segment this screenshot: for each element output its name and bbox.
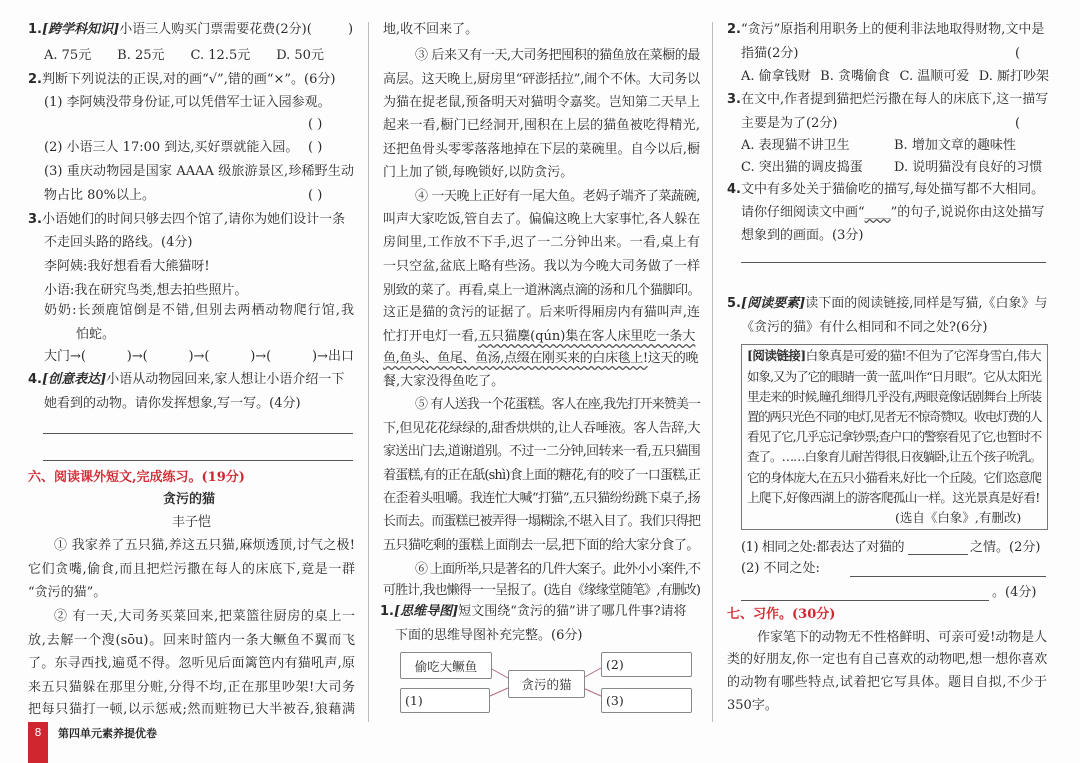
- mindmap-node-blank: [601, 688, 692, 713]
- question-number: 3.: [28, 212, 42, 227]
- option-c: C. 12.5元: [190, 48, 251, 63]
- question-tag: [阅读要素]: [740, 296, 806, 311]
- link-line: 上爬下,好像西湖上的游客爬孤山一样。这光景真是好看!: [747, 490, 1040, 505]
- question-text: 文中有多处关于猫偷吃的描写,每处描写都不大相同。: [740, 182, 1045, 197]
- article-line: 在歪着头咀嚼。我连忙大喊“打猫”,五只猫纷纷跳下桌子,扬: [383, 491, 700, 506]
- sub-question-1: (1) 相同之处:都表达了对猫的: [741, 540, 905, 555]
- link-line: 它的身体庞大,在五只小猫看来,好比一个丘陵。它们恣意爬: [747, 470, 1041, 485]
- route-part: )→(: [188, 349, 210, 364]
- essay-prompt-line: 类的好朋友,你一定也有自己喜欢的动物吧,想一想你喜欢: [727, 652, 1048, 667]
- mindmap-node: [400, 652, 492, 679]
- question-number: 2.: [28, 72, 42, 87]
- text: 忙打开电灯一看,: [383, 329, 479, 344]
- article-line: ③ 后来又有一天,大司务把囤积的猫鱼放在菜橱的最: [415, 48, 700, 63]
- section-7-heading: 七、习作。(30分): [727, 607, 836, 622]
- question-text: [741, 203, 1049, 223]
- question-text: 小语从动物园回来,家人想让小语介绍一下: [106, 372, 345, 387]
- answer-paren: ( ): [308, 140, 323, 155]
- question-tag: [思维导图]: [393, 604, 459, 619]
- question-tag: [跨学科知识]: [41, 22, 120, 37]
- option-a: A. 75元: [44, 48, 92, 63]
- wavy-underlined-sentence: 五只猫麇(qún)集在客人床里吃一条大: [478, 329, 696, 344]
- answer-paren: ): [348, 22, 354, 37]
- question-2: [727, 20, 1049, 40]
- article-line: 下,但见花花绿绿的,甜香烘烘的,让人吞唾液。客人告辞,大: [383, 421, 700, 436]
- answer-paren: ( ): [308, 117, 323, 132]
- article-line: 这正是猫的贪污的证据了。后来听得厢房内有猫叫声,连: [383, 305, 700, 320]
- link-line: 如象,又为了它的眼睛一黄一蓝,叫作“日月眼”。它从太阳光: [747, 369, 1041, 384]
- article-author: 丰子恺: [172, 515, 212, 530]
- article-line: 放,去解一个溲(sōu)。回来时篮内一条大鳜鱼不翼而飞: [28, 633, 355, 648]
- link-line: 置的两只光色不同的电灯,见者无不惊奇赞叹。收电灯费的人: [747, 409, 1041, 424]
- wavy-underlined-sentence: 鱼,鱼头、鱼尾、鱼汤,点缀在刚买来的白床毯上!: [383, 351, 648, 366]
- answer-paren: ( ): [308, 188, 323, 203]
- dialog-line: 怕蛇。: [76, 327, 116, 342]
- question-text: 主要是为了(2分): [741, 116, 838, 131]
- sub-question-2-end: 。(4分): [992, 585, 1037, 600]
- question-tag: [创意表达]: [41, 372, 107, 387]
- question-number: 5.: [727, 296, 741, 311]
- article-line: 叫声大家吃饭,管自去了。偏偏这晚上大家事忙,各人躲在: [383, 212, 700, 227]
- question-text: 她看到的动物。请你发挥想象,写一写。(4分): [44, 396, 301, 411]
- question-4: [727, 180, 1049, 200]
- question-3: [727, 90, 1049, 110]
- question-number: 4.: [28, 372, 42, 387]
- question-text: 想象到的画面。(3分): [741, 228, 864, 243]
- route-part: )→(: [126, 349, 148, 364]
- article-line: 餐,大家没得鱼吃了。: [383, 374, 505, 389]
- article-line: “贪污的猫”。: [28, 585, 107, 600]
- node-label: (1): [405, 693, 423, 708]
- text: 请你仔细阅读文中画“: [741, 205, 865, 220]
- question-text: 在文中,作者提到猫把烂污撒在每人的床底下,这一描写: [740, 92, 1049, 107]
- question-text: 判断下列说法的正误,对的画“√”,错的画“×”。(6分): [41, 72, 336, 87]
- answer-line: [741, 262, 1046, 263]
- option-c: C. 温顺可爱: [899, 69, 970, 84]
- question-text: 不走回头路的路线。(4分): [44, 235, 193, 250]
- node-label: (3): [606, 693, 624, 708]
- dialog-line: 奶奶:长颈鹿馆倒是不错,但别去两栖动物爬行馆,我: [44, 303, 354, 318]
- sub-question-1-end: 之情。(2分): [970, 540, 1041, 555]
- judge-item-2: (2) 小语三人 17:00 到达,买好票就能入园。: [44, 140, 299, 155]
- article-line: ④ 一天晚上正好有一尾大鱼。老妈子端齐了菜蔬碗,: [415, 189, 700, 204]
- option-b: B. 贪嘴偷食: [820, 69, 890, 84]
- node-label: 偷吃大鳜鱼: [414, 658, 478, 674]
- question-2-options: [741, 67, 1049, 87]
- route-part: 大门→(: [44, 349, 86, 364]
- question-text: 指猫(2分): [741, 46, 799, 61]
- footer-title: 第四单元素养提优卷: [58, 727, 157, 740]
- question-text: 小语她们的时间只够去四个馆了,请你为她们设计一条: [41, 212, 346, 227]
- node-label: 贪污的猫: [521, 677, 572, 692]
- article-line: 家送出门去,道谢道别。不过一二分钟,回转来一看,五只猫围: [383, 444, 700, 459]
- option-b: B. 增加文章的趣味性: [894, 138, 1016, 153]
- article-line: 着蛋糕,有的正在舐(shì)食上面的糖花,有的咬了一口蛋糕,正: [383, 468, 700, 483]
- article-line: 可胜计,我也懒得一一呈报了。(选自《缘缘堂随笔》,有删改): [383, 583, 700, 598]
- article-line: 把每只猫打一顿,以示惩戒;然而赃物已大半被吞,狼藉满: [28, 702, 355, 717]
- option-b: B. 25元: [117, 48, 165, 63]
- question-text: 《贪污的猫》有什么相同和不同之处?(6分): [741, 320, 988, 335]
- article-line: ⑥ 上面所举,只是著名的几件大案子。此外小小案件,不: [415, 562, 700, 577]
- mindmap-center: [508, 670, 585, 698]
- text: 白象真是可爱的猫!不但为了它浑身雪白,伟大: [805, 348, 1042, 363]
- mindmap-node-blank: [601, 652, 692, 677]
- option-c: C. 突出猫的调皮捣蛋: [741, 160, 863, 175]
- page-number-tab: [28, 722, 48, 763]
- essay-prompt-line: 350字。: [727, 698, 778, 713]
- question-number: 1.: [28, 22, 42, 37]
- question-text: 短文围绕“贪污的猫”讲了哪几件事?请将: [458, 604, 687, 619]
- question-number: 2.: [727, 22, 741, 37]
- question-text: 下面的思维导图补充完整。(6分): [395, 628, 583, 643]
- question-number: 4.: [727, 182, 741, 197]
- judge-item-3: (3) 重庆动物园是国家 AAAA 级旅游景区,珍稀野生动: [44, 164, 354, 179]
- article-line: ② 有一天,大司务买菜回来,把菜篮往厨房的桌上一: [54, 609, 355, 624]
- link-label: [阅读链接]: [747, 348, 806, 363]
- essay-prompt-line: 的动物有哪些特点,试着把它写具体。题目自拟,不少于: [727, 675, 1047, 690]
- answer-blank: [908, 554, 968, 555]
- route-part: )→出口: [311, 349, 354, 364]
- option-d: D. 50元: [276, 48, 324, 63]
- article-line: 房间里,工作放不下手,迟了一二分钟出来。一看,桌上有: [383, 235, 700, 250]
- question-5: [727, 294, 1049, 314]
- article-line: 为猫在捉老鼠,预备明天对猫明令嘉奖。岂知第二天早上: [383, 95, 700, 110]
- sub-question-2: (2) 不同之处:: [741, 561, 820, 576]
- mindmap-node-blank: [400, 688, 490, 713]
- article-line: 一只空盆,盆底上略有些汤。我以为今晚大司务做了一样: [383, 259, 700, 274]
- question-text: 小语三人购买门票需要花费(2分)(: [119, 22, 312, 37]
- node-label: (2): [606, 657, 624, 672]
- question-text: 读下面的阅读链接,同样是写猫,《白象》与: [805, 296, 1048, 311]
- article-line: ① 我家养了五只猫,养这五只猫,麻烦透顶,讨气之极!: [54, 538, 355, 553]
- link-source: (选自《白象》,有删改): [895, 510, 1022, 525]
- answer-line: [850, 576, 1046, 577]
- article-line: 长而去。而蛋糕已被弄得一塌糊涂,不堪入目了。我们只得把: [383, 514, 700, 529]
- link-line: [747, 346, 1041, 366]
- answer-paren: (: [1015, 46, 1021, 61]
- question-number: 3.: [727, 92, 741, 107]
- judge-item-3-cont: 物占比 80%以上。: [44, 188, 156, 203]
- link-line: 里走来的时候,瞳孔细得几乎没有,两眼竟像话剧舞台上所装: [747, 389, 1041, 404]
- option-d: D. 厮打吵架: [978, 69, 1049, 84]
- article-line: 门上加了锁,每晚锁好,以防贪污。: [383, 165, 574, 180]
- article-line: 还把鱼骨头零零落落地掉在下层的菜碗里。自今以后,橱: [383, 142, 700, 157]
- dialog-line: 李阿姨:我好想看看大熊猫呀!: [44, 259, 210, 274]
- text: 这天的晚: [647, 351, 699, 366]
- article-line: 高层。这天晚上,厨房里“砰澎括拉”,闹个不休。大司务以: [383, 72, 700, 87]
- article-line: 来五只猫躲在那里分赃,分得不均,正在那里吵架!大司务: [28, 680, 355, 695]
- article-line: 地,收不回来了。: [383, 22, 479, 37]
- article-line: 五只猫吃剩的蛋糕上面削去一层,把下面的给大家分食了。: [383, 538, 699, 553]
- link-line: 看见了它,几乎忘记拿钞票;查户口的警察看见了它,也暂时不: [747, 429, 1041, 444]
- link-line: 查了。……白象育儿耐苦得很,日夜躺卧,让五个孩子吮乳。: [747, 449, 1041, 464]
- wavy-line-symbol: ____: [864, 205, 891, 220]
- question-text: “贪污”原指利用职务上的便利非法地取得财物,文中是: [740, 22, 1045, 37]
- answer-line: [741, 600, 989, 601]
- option-d: D. 说明猫没有良好的习惯: [894, 160, 1043, 175]
- article-line: ⑤ 有人送我一个花蛋糕。客人在座,我先打开来赞美一: [415, 397, 700, 412]
- article-line: 起来一看,橱门已经洞开,囤积在上层的猫鱼被吃得精光,: [383, 118, 700, 133]
- article-line: 别致的菜了。再看,桌上一道淋漓点滴的汤和几个猫脚印。: [383, 283, 700, 298]
- dialog-line: 小语:我在研究鸟类,想去拍些照片。: [44, 283, 248, 298]
- question-number: 1.: [380, 604, 394, 619]
- answer-paren: (: [1015, 116, 1021, 131]
- essay-prompt-line: 作家笔下的动物无不性格鲜明、可亲可爱!动物是人: [757, 630, 1047, 645]
- article-line: 了。东寻西找,遍觅不得。忽听见后面篱笆内有猫吼声,原: [28, 656, 355, 671]
- option-a: A. 偷拿钱财: [741, 69, 811, 84]
- article-line: 它们贪嘴,偷食,而且把烂污撒在每人的床底下,竟是一群: [28, 562, 355, 577]
- judge-item-1: (1) 李阿姨没带身份证,可以凭借军士证入园参观。: [44, 95, 331, 110]
- page-number: 8: [34, 726, 42, 739]
- text: ”的句子,说说你由这处描写: [890, 205, 1045, 220]
- route-part: )→(: [250, 349, 272, 364]
- option-a: A. 表现猫不讲卫生: [741, 138, 850, 153]
- section-6-heading: 六、阅读课外短文,完成练习。(19分): [28, 470, 245, 485]
- article-title: 贪污的猫: [163, 492, 216, 507]
